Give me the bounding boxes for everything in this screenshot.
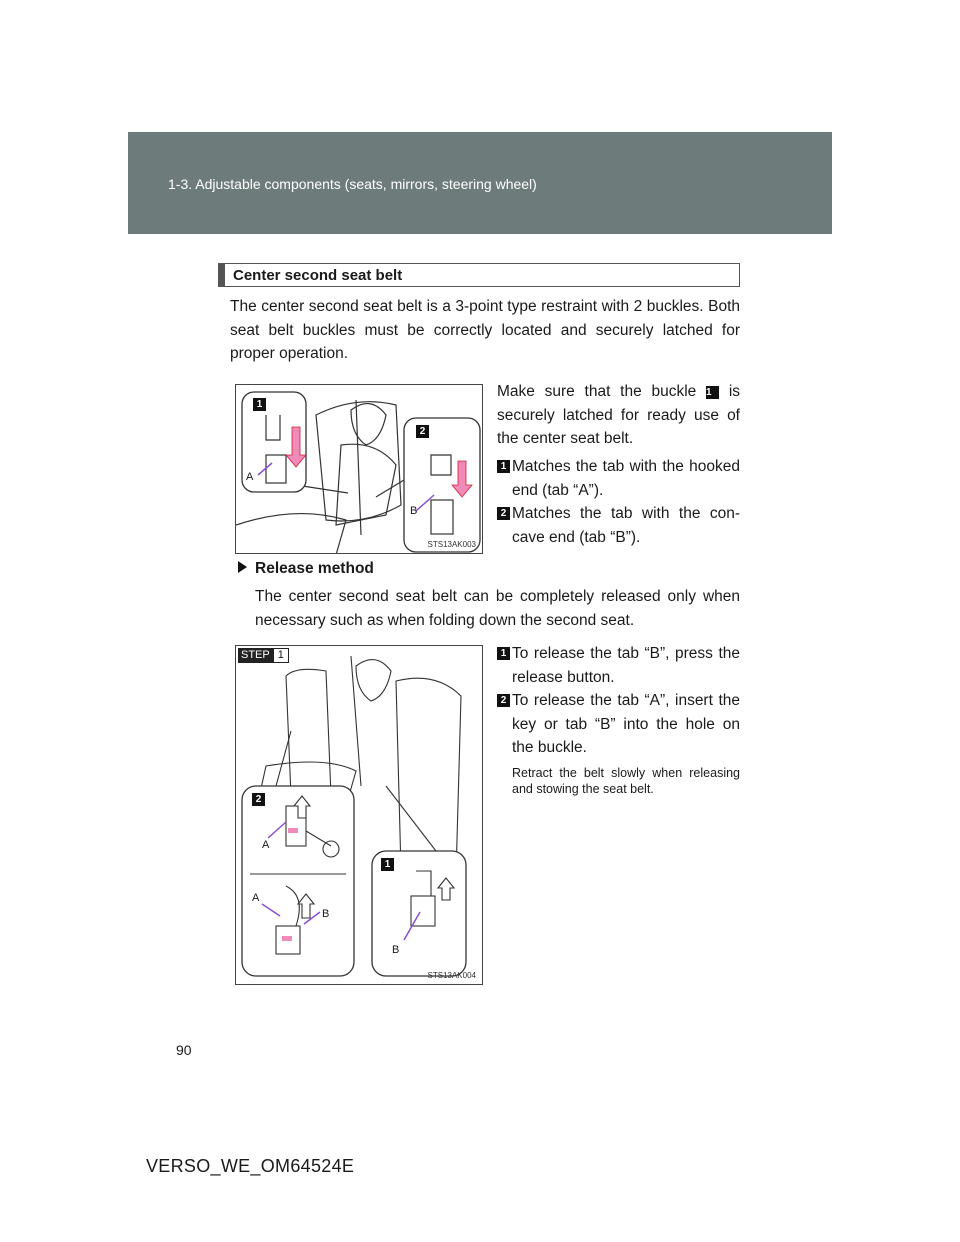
figure1-label-b: B [410,505,418,517]
step-badge-number: 1 [273,648,289,663]
section-title: Center second seat belt [233,267,403,284]
figure2-step-2 [497,689,740,761]
release-method-heading [238,560,374,578]
section-title-bar [218,263,740,287]
seat-right-back [396,678,461,876]
buckle-latching-illustration [236,385,483,554]
footer-doc-code: VERSO_WE_OM64524E [146,1156,355,1176]
belt-strap [356,400,361,535]
figure2-step-2-marker: 2 [497,694,510,707]
pointer-line-right [386,786,436,851]
figure1-step-2-text: Matches the tab with the con-cave end (tab “B”). [512,505,740,546]
figure1-intro-text [497,380,740,451]
figure1-callout-2: 2 [416,425,429,438]
belt-strap [351,656,361,786]
figure2-step-1-text: To release the tab “B”, press the release button. [512,645,740,686]
bullet-triangle-icon [238,561,247,573]
figure2-label-a1: A [262,839,270,851]
figure1-text-before: Make sure that the buckle [497,383,697,400]
figure1-step-1-marker: 1 [497,460,510,473]
release-body: The center second seat belt can be completely released only when necessary such as when folding down the second seat. [255,588,740,629]
figure1-text-after: is securely latched for ready use of the center seat belt. [497,383,741,447]
figure2-step-1-marker: 1 [497,647,510,660]
intro-paragraph: The center second seat belt is a 3-point type restraint with 2 buckles. Both seat belt buckles must be correctly located and securely latched for proper operation. [230,298,740,362]
step-badge [238,648,289,663]
passenger-head [356,660,391,701]
header-band [128,132,832,234]
release-steps-illustration [236,646,483,985]
figure2-step-2-text: To release the tab “A”, insert the key or tab “B” into the hole on the buckle. [512,692,740,756]
release-note: Retract the belt slowly when releasing and stowing the seat belt. [512,766,740,796]
figure2-callout-2: 2 [252,793,265,806]
figure2-callout-1: 1 [381,858,394,871]
figure1-step-2 [497,502,740,550]
figure2-code: STS13AK004 [427,971,476,980]
figure2-step-1 [497,642,740,690]
figure1-code: STS13AK003 [427,540,476,549]
release-button-pink-upper [288,828,298,833]
figure-buckle-latching [235,384,483,554]
figure-release-steps [235,645,483,985]
figure2-label-a2: A [252,892,260,904]
section-bar-accent [219,264,225,286]
figure2-label-b1: B [322,908,330,920]
figure1-inline-marker: 1 [706,386,719,399]
pointer-line-left [276,731,291,786]
figure1-label-a: A [246,471,254,483]
figure1-callout-1: 1 [253,398,266,411]
release-heading-text: Release method [255,560,374,577]
page-number: 90 [176,1042,192,1058]
header-section-title: 1-3. Adjustable components (seats, mirrors, steering wheel) [168,176,537,192]
figure1-step-1-text: Matches the tab with the hooked end (tab “A”). [512,458,740,499]
step-badge-word: STEP [238,648,273,663]
seat-left-back [286,669,331,796]
release-button-pink-lower [282,936,292,941]
figure2-label-b2: B [392,944,400,956]
passenger-torso [336,444,396,525]
figure1-step-1 [497,455,740,503]
seat-cushion [236,514,346,554]
figure1-step-2-marker: 2 [497,507,510,520]
